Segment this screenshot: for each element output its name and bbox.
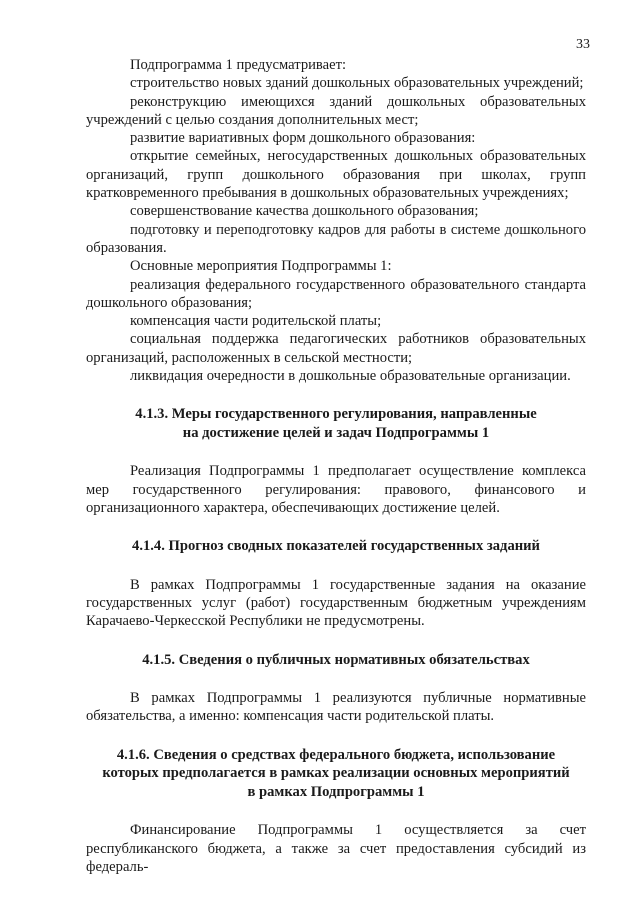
list1-item: подготовку и переподготовку кадров для работы в системе дошкольного образования.: [86, 221, 586, 256]
section-body: Финансирование Подпрограммы 1 осуществляется за счет республиканского бюджета, а также за счет предоставления субсидий из федераль-: [86, 822, 586, 875]
heading-line: 4.1.6. Сведения о средствах федерального бюджета, использование: [116, 746, 556, 763]
section-heading: [86, 537, 586, 556]
list1-item: развитие вариативных форм дошкольного образования:: [130, 130, 476, 147]
page-number: 33: [576, 37, 590, 52]
section-heading: [86, 746, 586, 802]
list2-item: ликвидация очередности в дошкольные образовательные организации.: [130, 368, 571, 385]
heading-line: в рамках Подпрограммы 1: [247, 783, 425, 800]
list1-item: реконструкцию имеющихся зданий дошкольных образовательных учреждений с целью создания дополнительных мест;: [86, 93, 586, 128]
list1-item: строительство новых зданий дошкольных образовательных учреждений;: [130, 75, 584, 92]
section-body: В рамках Подпрограммы 1 государственные задания на оказание государственных услуг (работ) государственным бюджетным учреждениям Карачаево-Черкесской Республики не предусмотрены.: [86, 576, 586, 630]
list1-item: открытие семейных, негосударственных дошкольных образовательных организаций, групп дошкольного образования при школах, групп кратковременного пребывания в дошкольных образовательных учреждениях;: [86, 148, 586, 202]
section-heading: [86, 405, 586, 442]
list2-item: реализация федерального государственного образовательного стандарта дошкольного образования;: [86, 276, 586, 311]
heading-line: на достижение целей и задач Подпрограммы 1: [182, 424, 490, 441]
heading-line: которых предполагается в рамках реализации основных мероприятий: [102, 765, 570, 782]
list1-intro: Подпрограмма 1 предусматривает:: [130, 57, 347, 73]
section-heading: [86, 651, 586, 670]
heading-line: 4.1.3. Меры государственного регулирования, направленные: [135, 406, 537, 423]
section-body: Реализация Подпрограммы 1 предполагает осуществление комплекса мер государственного регулирования: правового, финансового и организационного характера, обеспечивающих достижение целей.: [86, 463, 586, 516]
section-body: В рамках Подпрограммы 1 реализуются публичные нормативные обязательства, а именно: компенсация части родительской платы.: [86, 690, 586, 725]
list2-item: компенсация части родительской платы;: [130, 313, 382, 330]
heading-line: 4.1.5. Сведения о публичных нормативных обязательствах: [142, 651, 530, 668]
heading-line: 4.1.4. Прогноз сводных показателей государственных заданий: [132, 538, 540, 555]
list2-item: социальная поддержка педагогических работников образовательных организаций, расположенных в сельской местности;: [86, 331, 586, 366]
document-body: [86, 56, 586, 876]
list2-intro: Основные мероприятия Подпрограммы 1:: [130, 258, 392, 275]
list1-item: совершенствование качества дошкольного образования;: [130, 203, 479, 220]
